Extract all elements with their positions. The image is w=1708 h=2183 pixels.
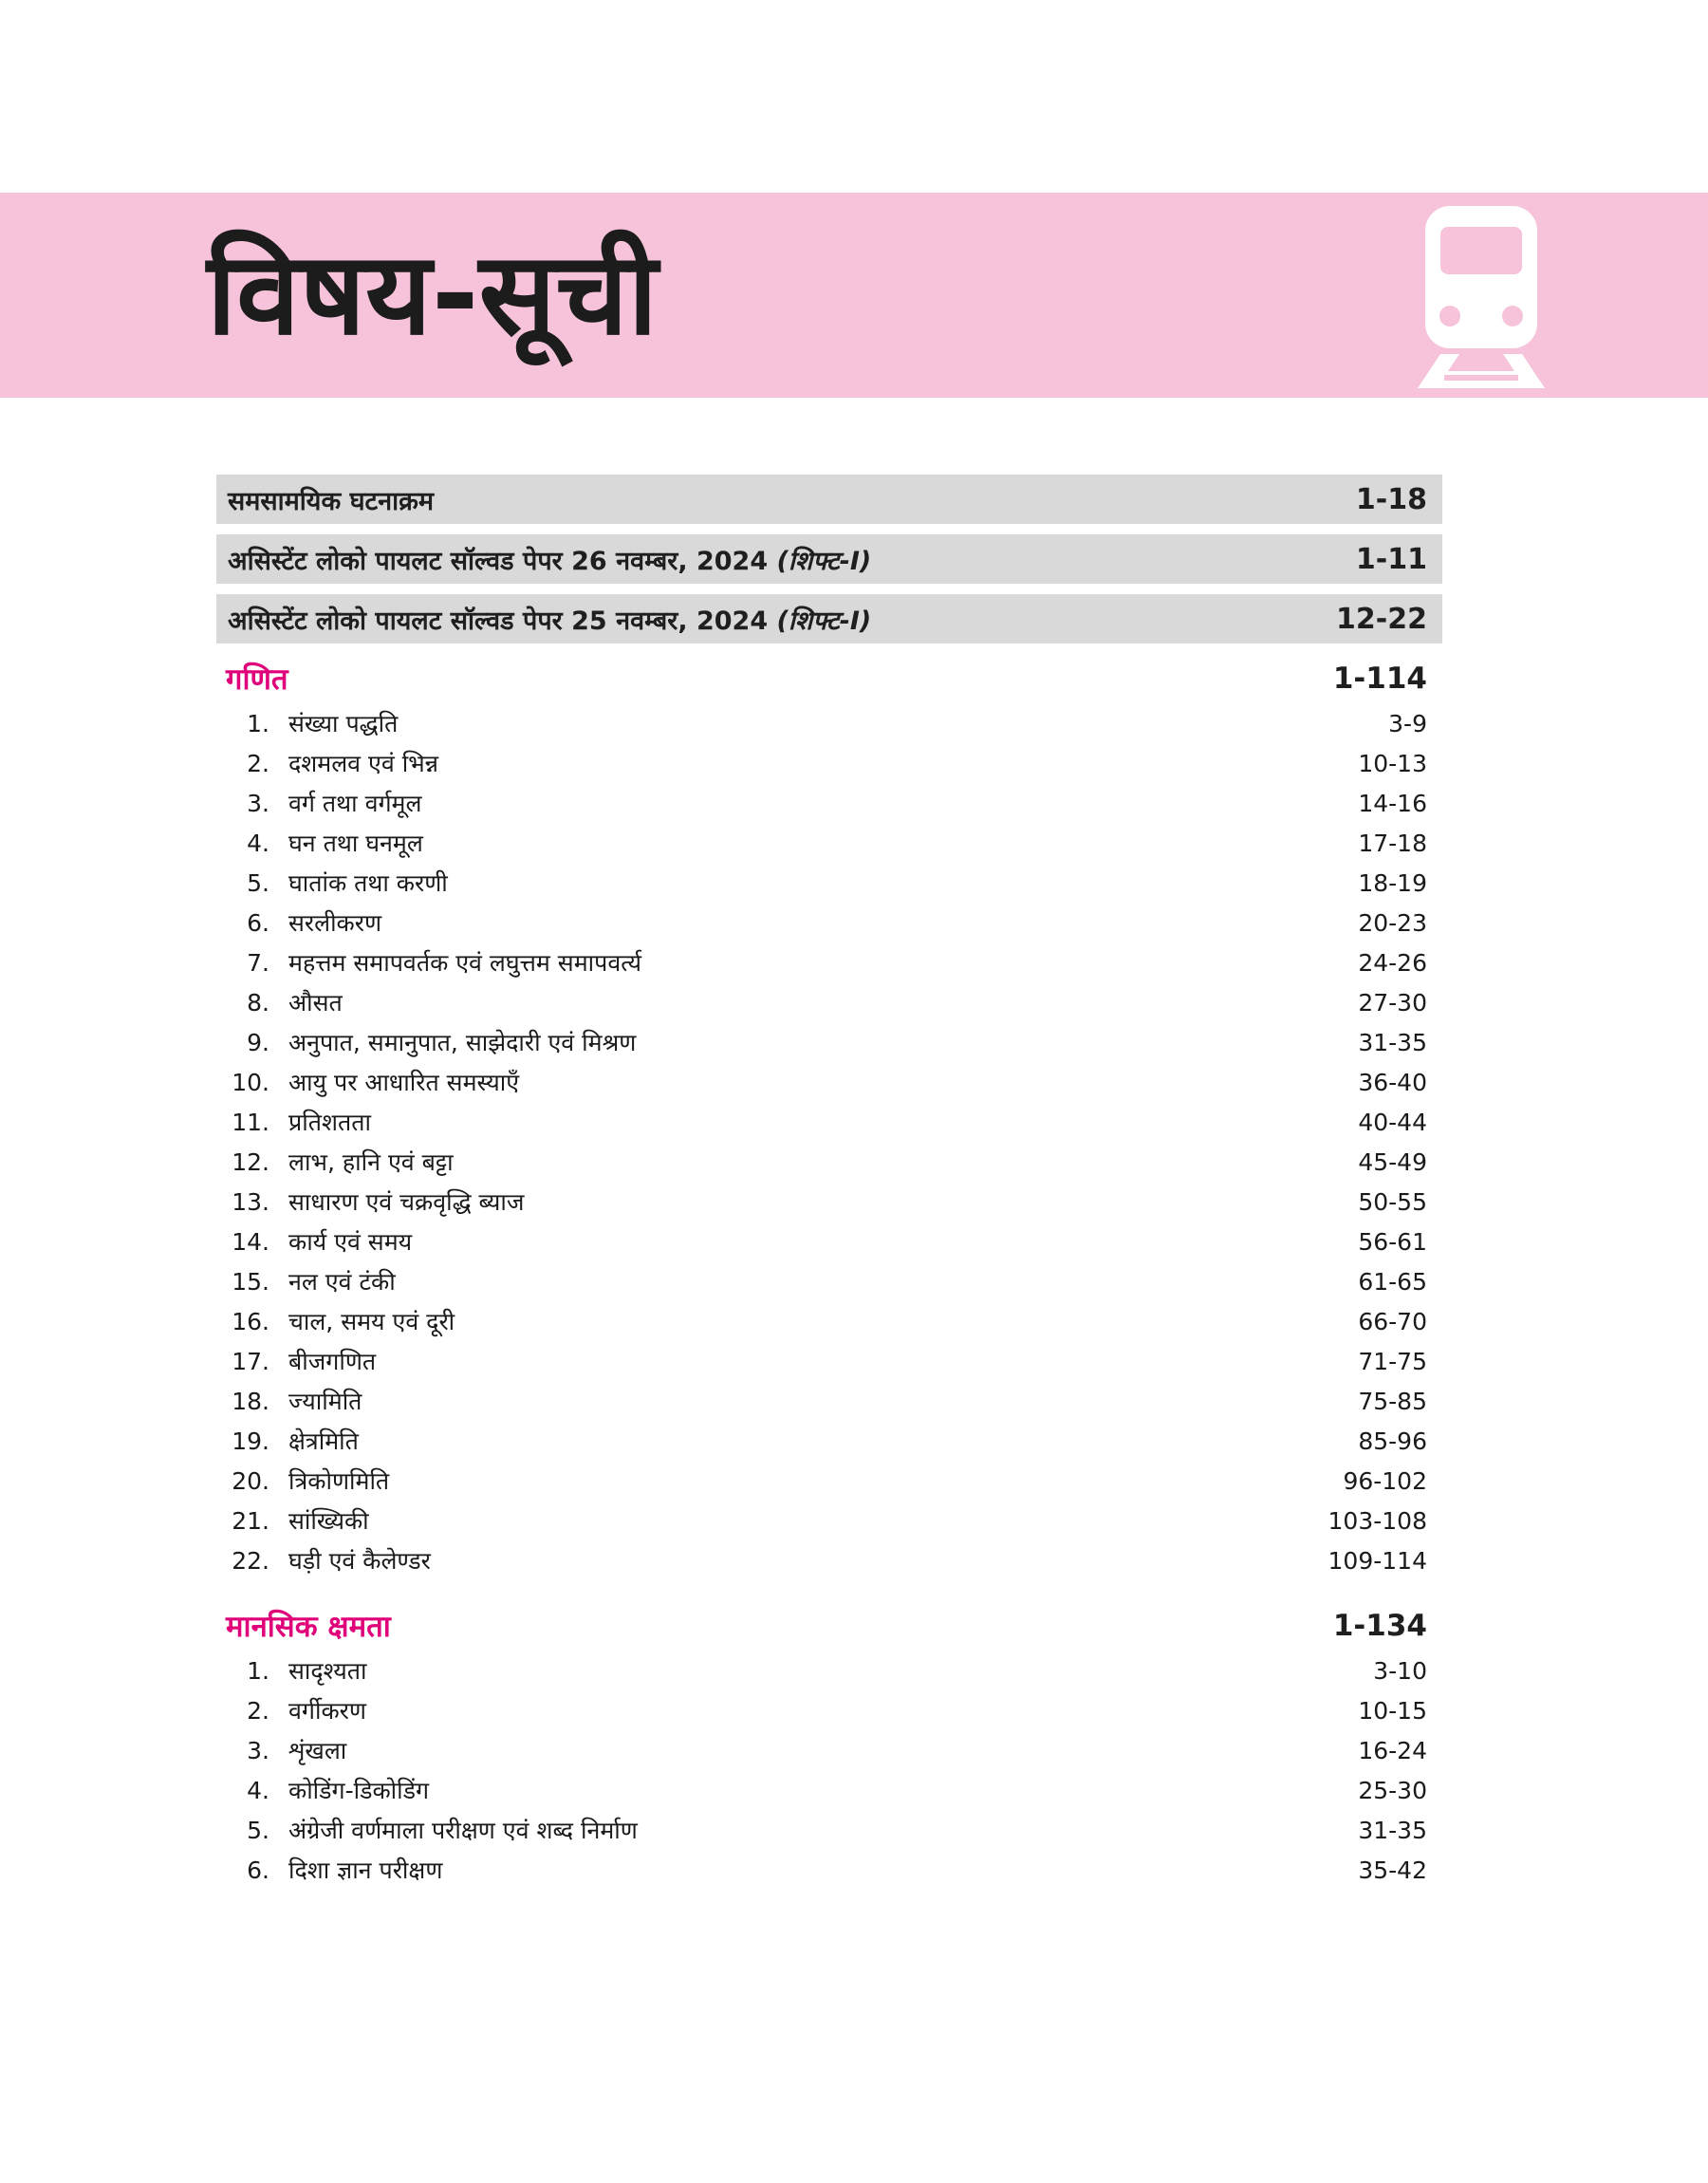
toc-item[interactable] xyxy=(216,1461,1442,1501)
toc-item-number: 15. xyxy=(232,1267,269,1296)
toc-item-title: नल एवं टंकी xyxy=(288,1268,396,1296)
toc-item-pages: 109-114 xyxy=(1327,1546,1427,1575)
toc-item[interactable] xyxy=(216,863,1442,903)
toc-item-number: 3. xyxy=(247,1736,269,1764)
toc-item-number: 16. xyxy=(232,1307,269,1335)
toc-item[interactable] xyxy=(216,1651,1442,1690)
toc-item-title: औसत xyxy=(288,989,343,1017)
toc-item-number: 18. xyxy=(232,1387,269,1415)
toc-item-title: त्रिकोणमिति xyxy=(288,1467,390,1495)
header-banner xyxy=(0,193,1708,398)
toc-item[interactable] xyxy=(216,1022,1442,1062)
toc-item-number: 22. xyxy=(232,1546,269,1575)
toc-row-title: असिस्टेंट लोको पायलट सॉल्वड पेपर 26 नवम्बर, 2024 (शिफ्ट-I) xyxy=(228,546,872,576)
toc-item-title: सरलीकरण xyxy=(288,909,382,937)
toc-item[interactable] xyxy=(216,1381,1442,1421)
toc-item-title: महत्तम समापवर्तक एवं लघुत्तम समापवर्त्य xyxy=(288,949,641,977)
toc-item-number: 2. xyxy=(247,1696,269,1725)
page-title: विषय-सूची xyxy=(207,229,658,361)
toc-item-number: 13. xyxy=(232,1187,269,1216)
toc-row-title: समसामयिक घटनाक्रम xyxy=(228,486,435,516)
toc-item[interactable] xyxy=(216,1182,1442,1222)
toc-item-title: अंग्रेजी वर्णमाला परीक्षण एवं शब्द निर्माण xyxy=(288,1817,638,1844)
toc-item[interactable] xyxy=(216,703,1442,743)
toc-item-number: 1. xyxy=(247,1656,269,1685)
toc-item[interactable] xyxy=(216,1062,1442,1102)
toc-item-title: साधारण एवं चक्रवृद्धि ब्याज xyxy=(288,1188,525,1216)
toc-item-number: 6. xyxy=(247,908,269,937)
toc-row-title: असिस्टेंट लोको पायलट सॉल्वड पेपर 25 नवम्बर, 2024 (शिफ्ट-I) xyxy=(228,606,872,636)
toc-item-pages: 3-10 xyxy=(1373,1656,1427,1685)
toc-item-title: आयु पर आधारित समस्याएँ xyxy=(288,1069,520,1096)
toc-item-number: 4. xyxy=(247,829,269,857)
toc-item-pages: 31-35 xyxy=(1358,1028,1427,1056)
toc-item[interactable] xyxy=(216,982,1442,1022)
toc-item[interactable] xyxy=(216,1421,1442,1461)
toc-item-title: क्षेत्रमिति xyxy=(288,1427,359,1455)
section-heading[interactable] xyxy=(216,1601,1442,1651)
toc-item-title: लाभ, हानि एवं बट्टा xyxy=(288,1148,454,1176)
toc-item-pages: 18-19 xyxy=(1358,868,1427,897)
toc-item-title: ज्यामिति xyxy=(288,1388,362,1415)
toc-item[interactable] xyxy=(216,1142,1442,1182)
toc-item[interactable] xyxy=(216,823,1442,863)
toc-row-solved-paper-25-nov[interactable] xyxy=(216,594,1442,644)
toc-item[interactable] xyxy=(216,783,1442,823)
toc-item-title: प्रतिशतता xyxy=(288,1109,371,1136)
toc-item-title: बीजगणित xyxy=(288,1348,377,1375)
toc-item[interactable] xyxy=(216,1341,1442,1381)
toc-item[interactable] xyxy=(216,1102,1442,1142)
toc-item[interactable] xyxy=(216,1261,1442,1301)
toc-item-pages: 56-61 xyxy=(1358,1227,1427,1256)
toc-row-pages: 1-18 xyxy=(1355,482,1427,516)
toc-item-title: सांख्यिकी xyxy=(288,1507,369,1535)
toc-item-pages: 36-40 xyxy=(1358,1068,1427,1096)
toc-item-number: 5. xyxy=(247,868,269,897)
table-of-contents xyxy=(216,475,1442,1890)
toc-item-title: घातांक तथा करणी xyxy=(288,869,448,897)
toc-item-title: दशमलव एवं भिन्न xyxy=(288,750,438,777)
toc-item[interactable] xyxy=(216,1690,1442,1730)
toc-item-pages: 66-70 xyxy=(1358,1307,1427,1335)
toc-item[interactable] xyxy=(216,903,1442,942)
toc-item-title: दिशा ज्ञान परीक्षण xyxy=(288,1856,443,1884)
toc-item-pages: 96-102 xyxy=(1343,1466,1427,1495)
toc-item-number: 5. xyxy=(247,1816,269,1844)
toc-item-number: 2. xyxy=(247,749,269,777)
toc-item-title: घन तथा घनमूल xyxy=(288,830,423,857)
toc-item-number: 20. xyxy=(232,1466,269,1495)
toc-item-number: 10. xyxy=(232,1068,269,1096)
toc-item[interactable] xyxy=(216,1850,1442,1890)
toc-item-number: 14. xyxy=(232,1227,269,1256)
toc-row-pages: 1-11 xyxy=(1355,542,1427,576)
toc-item-title: कोडिंग-डिकोडिंग xyxy=(288,1777,430,1804)
toc-item-number: 21. xyxy=(232,1506,269,1535)
toc-item-pages: 45-49 xyxy=(1358,1147,1427,1176)
toc-item-number: 8. xyxy=(247,988,269,1017)
toc-item-number: 1. xyxy=(247,709,269,737)
toc-item[interactable] xyxy=(216,1301,1442,1341)
toc-item-pages: 40-44 xyxy=(1358,1108,1427,1136)
toc-item-number: 17. xyxy=(232,1347,269,1375)
toc-item-title: अनुपात, समानुपात, साझेदारी एवं मिश्रण xyxy=(288,1029,637,1056)
toc-item-pages: 25-30 xyxy=(1358,1776,1427,1804)
toc-item-pages: 10-15 xyxy=(1358,1696,1427,1725)
train-icon xyxy=(1412,202,1550,392)
toc-item-title: चाल, समय एवं दूरी xyxy=(288,1308,455,1335)
toc-item-number: 3. xyxy=(247,789,269,817)
section-title: गणित xyxy=(226,662,288,697)
toc-item-pages: 50-55 xyxy=(1358,1187,1427,1216)
toc-item-number: 11. xyxy=(232,1108,269,1136)
toc-row-solved-paper-26-nov[interactable] xyxy=(216,534,1442,584)
section-mathematics xyxy=(216,654,1442,1580)
toc-item-number: 12. xyxy=(232,1147,269,1176)
toc-item-pages: 27-30 xyxy=(1358,988,1427,1017)
toc-item[interactable] xyxy=(216,1501,1442,1540)
toc-item[interactable] xyxy=(216,1540,1442,1580)
toc-item-number: 9. xyxy=(247,1028,269,1056)
toc-row-pages: 12-22 xyxy=(1336,602,1427,636)
toc-item-title: कार्य एवं समय xyxy=(288,1228,413,1256)
toc-item-title: शृंखला xyxy=(288,1737,347,1764)
toc-item-pages: 14-16 xyxy=(1358,789,1427,817)
toc-item-pages: 20-23 xyxy=(1358,908,1427,937)
section-pages: 1-134 xyxy=(1332,1609,1427,1643)
toc-item-title: सादृश्यता xyxy=(288,1657,367,1685)
toc-item-pages: 10-13 xyxy=(1358,749,1427,777)
toc-item-pages: 35-42 xyxy=(1358,1856,1427,1884)
toc-item-number: 4. xyxy=(247,1776,269,1804)
toc-item-number: 7. xyxy=(247,948,269,977)
section-title: मानसिक क्षमता xyxy=(226,1610,391,1644)
toc-item-title: वर्गीकरण xyxy=(288,1697,366,1725)
toc-item[interactable] xyxy=(216,1770,1442,1810)
toc-item-pages: 71-75 xyxy=(1358,1347,1427,1375)
toc-item-pages: 16-24 xyxy=(1358,1736,1427,1764)
toc-item-number: 6. xyxy=(247,1856,269,1884)
section-mental-ability xyxy=(216,1601,1442,1890)
toc-item-pages: 85-96 xyxy=(1358,1427,1427,1455)
toc-item[interactable] xyxy=(216,942,1442,982)
toc-item-pages: 103-108 xyxy=(1327,1506,1427,1535)
toc-item[interactable] xyxy=(216,1730,1442,1770)
section-pages: 1-114 xyxy=(1332,662,1427,696)
toc-item-title: संख्या पद्धति xyxy=(288,710,399,737)
toc-item-title: वर्ग तथा वर्गमूल xyxy=(288,790,422,817)
toc-item-pages: 24-26 xyxy=(1358,948,1427,977)
toc-item-title: घड़ी एवं कैलेण्डर xyxy=(288,1547,431,1575)
toc-item-pages: 61-65 xyxy=(1358,1267,1427,1296)
toc-item-pages: 3-9 xyxy=(1388,709,1427,737)
toc-item-number: 19. xyxy=(232,1427,269,1455)
toc-item-pages: 75-85 xyxy=(1358,1387,1427,1415)
toc-item[interactable] xyxy=(216,1222,1442,1261)
toc-item[interactable] xyxy=(216,743,1442,783)
toc-item-pages: 17-18 xyxy=(1358,829,1427,857)
toc-item[interactable] xyxy=(216,1810,1442,1850)
toc-row-current-affairs[interactable] xyxy=(216,475,1442,524)
section-heading[interactable] xyxy=(216,654,1442,703)
toc-item-pages: 31-35 xyxy=(1358,1816,1427,1844)
